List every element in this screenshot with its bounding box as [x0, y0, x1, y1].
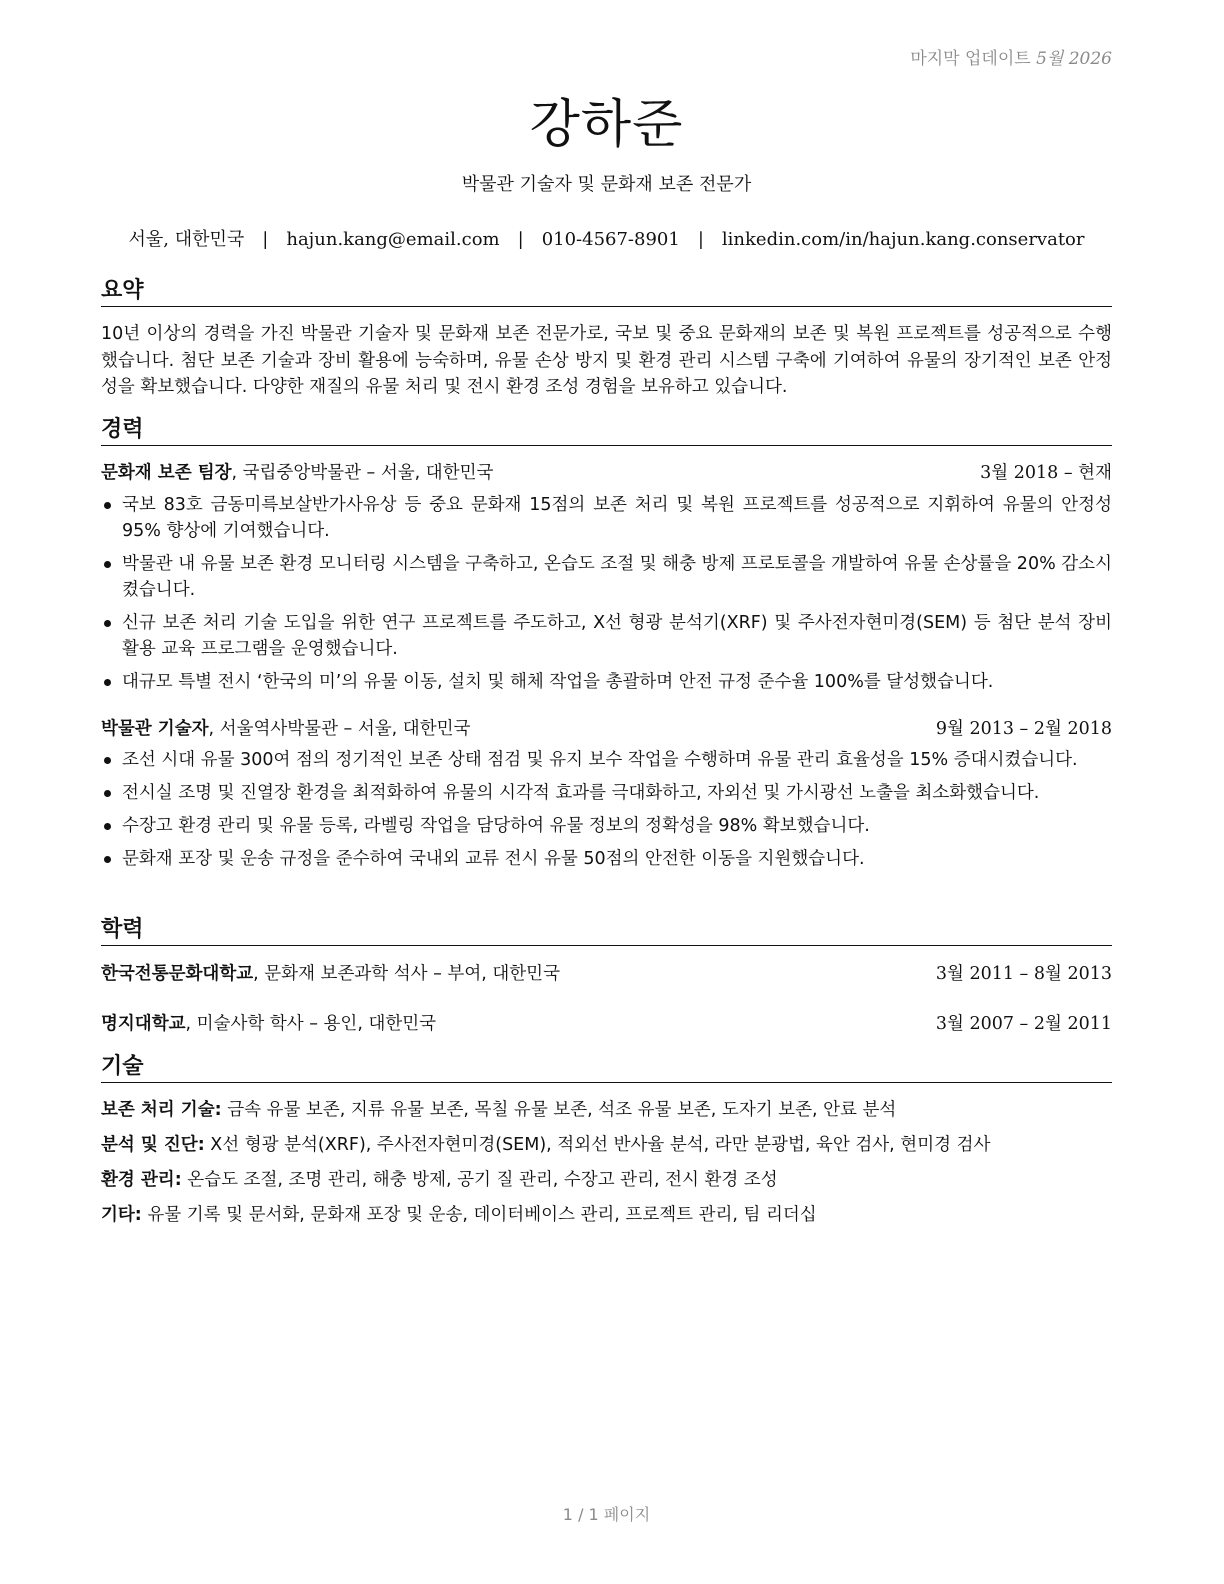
skill-value: 금속 유물 보존, 지류 유물 보존, 목칠 유물 보존, 석조 유물 보존, 도자기 보존, 안료 분석 [221, 1100, 897, 1120]
skill-row [101, 1202, 1112, 1228]
job-role: 박물관 기술자 [101, 719, 209, 739]
last-updated-label: 마지막 업데이트 [910, 49, 1031, 69]
job-bullet: 박물관 내 유물 보존 환경 모니터링 시스템을 구축하고, 온습도 조절 및 해충 방제 프로토콜을 개발하여 유물 손상률을 20% 감소시켰습니다. [101, 551, 1112, 603]
job-org: , 서울역사박물관 – 서울, 대한민국 [208, 719, 471, 739]
skill-label: 기타: [101, 1205, 142, 1225]
job-bullet: 국보 83호 금동미륵보살반가사유상 등 중요 문화재 15점의 보존 처리 및 복원 프로젝트를 성공적으로 지휘하여 유물의 안정성 95% 향상에 기여했습니다. [101, 492, 1112, 544]
education-school: 명지대학교 [101, 1014, 186, 1034]
education-item [101, 1011, 1112, 1037]
section-title-skills: 기술 [101, 1053, 1112, 1083]
skill-value: X선 형광 분석(XRF), 주사전자현미경(SEM), 적외선 반사율 분석, 라만 분광법, 육안 검사, 현미경 검사 [204, 1135, 991, 1155]
skill-label: 환경 관리: [101, 1170, 182, 1190]
summary-text: 10년 이상의 경력을 가진 박물관 기술자 및 문화재 보존 전문가로, 국보 및 중요 문화재의 보존 및 복원 프로젝트를 성공적으로 수행했습니다. 첨단 보존 기술과 장비 활용에 능숙하며, 유물 손상 방지 및 환경 관리 시스템 구축에 기여하여 유물의 장기적인 보존 안정성을 확보했습니다. 다양한 재질의 유물 처리 및 전시 환경 조성 경험을 보유하고 있습니다. [101, 324, 1112, 397]
education-date: 3월 2011 – 8월 2013 [935, 964, 1112, 984]
job-date: 9월 2013 – 2월 2018 [935, 719, 1112, 739]
resume-page [101, 0, 1112, 1584]
skill-value: 유물 기록 및 문서화, 문화재 포장 및 운송, 데이터베이스 관리, 프로젝트 관리, 팀 리더십 [141, 1205, 817, 1225]
job-bullet: 조선 시대 유물 300여 점의 정기적인 보존 상태 점검 및 유지 보수 작업을 수행하며 유물 관리 효율성을 15% 증대시켰습니다. [101, 747, 1112, 773]
education-item [101, 961, 1112, 987]
job-header [101, 716, 1112, 742]
contact-email[interactable]: hajun.kang@email.com [286, 229, 500, 250]
candidate-name: 강하준 [529, 95, 684, 155]
contact-line [101, 225, 1112, 251]
candidate-headline: 박물관 기술자 및 문화재 보존 전문가 [461, 174, 752, 195]
contact-phone[interactable]: 010-4567-8901 [541, 229, 680, 250]
job-bullet: 신규 보존 처리 기술 도입을 위한 연구 프로젝트를 주도하고, X선 형광 분석기(XRF) 및 주사전자현미경(SEM) 등 첨단 분석 장비 활용 교육 프로그램을 운영했습니다. [101, 610, 1112, 662]
skill-row [101, 1167, 1112, 1193]
job-org: , 국립중앙박물관 – 서울, 대한민국 [231, 463, 494, 483]
job-header [101, 460, 1112, 486]
job-date: 3월 2018 – 현재 [980, 463, 1112, 483]
job-bullet: 전시실 조명 및 진열장 환경을 최적화하여 유물의 시각적 효과를 극대화하고, 자외선 및 가시광선 노출을 최소화했습니다. [101, 780, 1112, 806]
education-detail: , 미술사학 학사 – 용인, 대한민국 [185, 1014, 437, 1034]
skill-label: 보존 처리 기술: [101, 1100, 222, 1120]
job-bullet: 대규모 특별 전시 ‘한국의 미’의 유물 이동, 설치 및 해체 작업을 총괄하며 안전 규정 준수율 100%를 달성했습니다. [101, 669, 1112, 695]
contact-separator: | [517, 229, 524, 250]
contact-separator: | [262, 229, 269, 250]
contact-location: 서울, 대한민국 [128, 229, 245, 250]
section-title-education: 학력 [101, 916, 1112, 946]
last-updated-year: 2026 [1068, 49, 1112, 69]
skill-label: 분석 및 진단: [101, 1135, 205, 1155]
skill-row [101, 1132, 1112, 1158]
job-role: 문화재 보존 팀장 [101, 463, 232, 483]
page-number: 1 / 1 페이지 [562, 1505, 651, 1524]
skill-value: 온습도 조절, 조명 관리, 해충 방제, 공기 질 관리, 수장고 관리, 전시 환경 조성 [181, 1170, 778, 1190]
job-bullets [101, 492, 1112, 702]
job-bullet: 문화재 포장 및 운송 규정을 준수하여 국내외 교류 전시 유물 50점의 안전한 이동을 지원했습니다. [101, 846, 1112, 872]
contact-separator: | [697, 229, 704, 250]
section-title-experience: 경력 [101, 416, 1112, 446]
education-date: 3월 2007 – 2월 2011 [935, 1014, 1112, 1034]
education-detail: , 문화재 보존과학 석사 – 부여, 대한민국 [253, 964, 560, 984]
education-school: 한국전통문화대학교 [101, 964, 254, 984]
last-updated-month: 5월 [1036, 49, 1064, 69]
section-title-summary: 요약 [101, 277, 1112, 307]
contact-linkedin[interactable]: linkedin.com/in/hajun.kang.conservator [721, 229, 1085, 250]
last-updated [910, 44, 1112, 69]
job-bullet: 수장고 환경 관리 및 유물 등록, 라벨링 작업을 담당하여 유물 정보의 정확성을 98% 확보했습니다. [101, 813, 1112, 839]
job-bullets [101, 747, 1112, 879]
skill-row [101, 1097, 1112, 1123]
